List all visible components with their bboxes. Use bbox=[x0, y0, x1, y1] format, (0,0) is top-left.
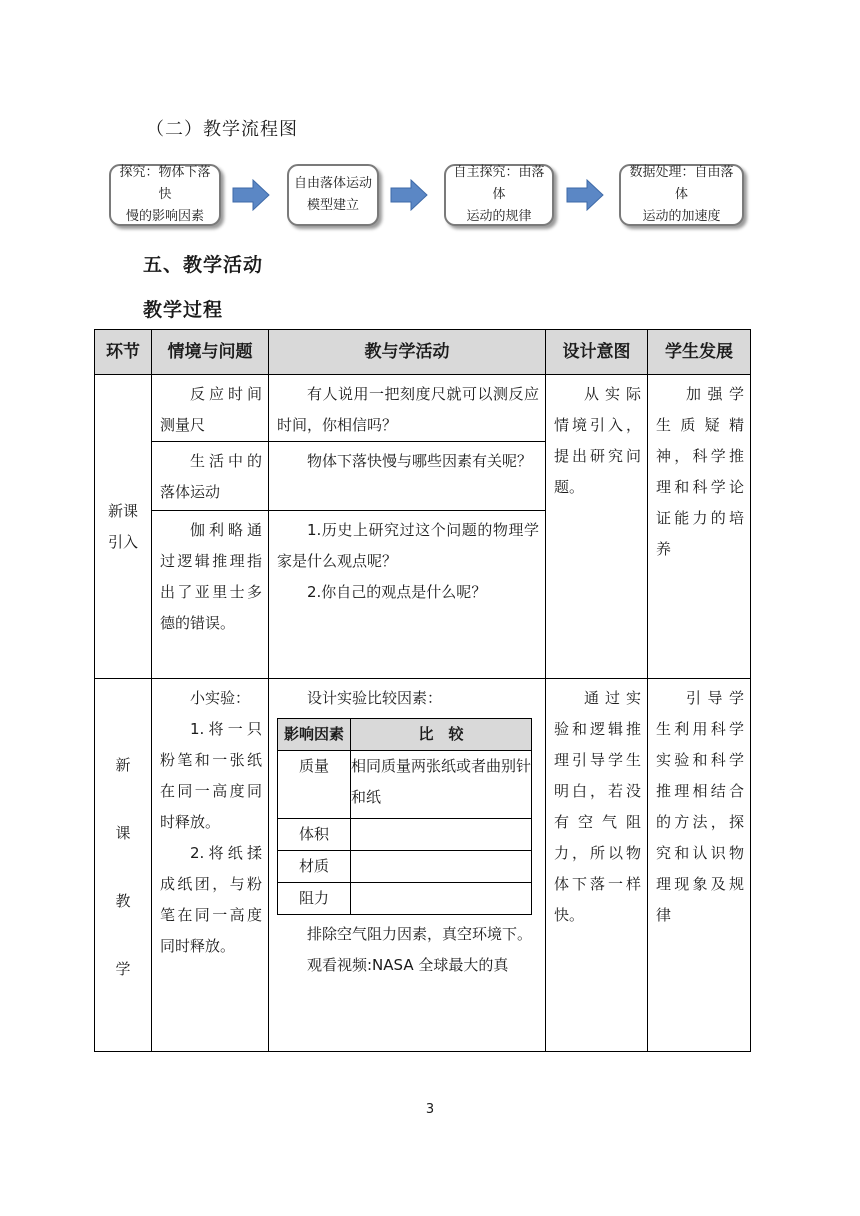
stage-char: 新 bbox=[115, 756, 131, 774]
section-heading-flowchart: （二）教学流程图 bbox=[146, 119, 298, 140]
factor-cell: 体积 bbox=[278, 819, 351, 851]
development-cell bbox=[648, 679, 751, 1052]
situation-cell bbox=[152, 511, 269, 679]
compare-header: 比 较 bbox=[351, 719, 532, 751]
situation-text: 反应时间测量尺 bbox=[160, 385, 262, 434]
flow-step-4-line2: 运动的加速度 bbox=[642, 209, 721, 224]
stage-intro-text: 新课引入 bbox=[107, 501, 138, 551]
factor-cell: 阻力 bbox=[278, 883, 351, 915]
situation-text: 伽利略通过逻辑推理指出了亚里士多德的错误。 bbox=[160, 521, 262, 632]
flow-step-1-line2: 慢的影响因素 bbox=[125, 209, 204, 224]
flow-arrow-1-icon bbox=[232, 179, 270, 211]
activity-text: 物体下落快慢与哪些因素有关呢？ bbox=[307, 452, 533, 470]
situation-title: 小实验： bbox=[190, 689, 251, 707]
activity-text: 有人说用一把刻度尺就可以测反应时间，你相信吗？ bbox=[277, 385, 539, 434]
factor-cell: 质量 bbox=[278, 751, 351, 819]
factor-header: 影响因素 bbox=[278, 719, 351, 751]
flow-step-3 bbox=[444, 164, 554, 226]
stage-cell-intro bbox=[95, 375, 152, 679]
flow-arrow-3-icon bbox=[566, 179, 604, 211]
compare-cell bbox=[351, 851, 532, 883]
table-header-row bbox=[95, 330, 751, 375]
flow-step-4-line1: 数据处理：自由落体 bbox=[629, 165, 734, 202]
factor-table-header bbox=[278, 719, 532, 751]
activity-text: 2.你自己的观点是什么呢？ bbox=[307, 583, 487, 601]
flow-step-2 bbox=[287, 164, 379, 226]
section-heading-process: 教学过程 bbox=[143, 299, 224, 321]
flow-step-2-line1: 自由落体运动 bbox=[293, 176, 372, 191]
situation-cell bbox=[152, 679, 269, 1052]
stage-cell-teaching bbox=[95, 679, 152, 1052]
flow-step-3-line1: 自主探究：由落体 bbox=[453, 165, 545, 202]
header-development: 学生发展 bbox=[648, 330, 751, 375]
factor-row bbox=[278, 751, 532, 819]
situation-cell bbox=[152, 375, 269, 442]
stage-char: 学 bbox=[115, 960, 131, 978]
factor-row bbox=[278, 819, 532, 851]
flow-arrow-2-icon bbox=[390, 179, 428, 211]
compare-cell bbox=[351, 883, 532, 915]
intent-text: 从实际情境引入，提出研究问题。 bbox=[554, 385, 641, 496]
development-text: 加强学生质疑精神，科学推理和科学论证能力的培养 bbox=[656, 385, 744, 558]
development-text: 引导学生利用科学实验和科学推理相结合的方法，探究和认识物理现象及规律 bbox=[656, 689, 744, 924]
activity-cell bbox=[269, 442, 546, 511]
compare-cell bbox=[351, 819, 532, 851]
activity-text: 观看视频:NASA 全球最大的真 bbox=[307, 956, 509, 974]
factor-cell: 材质 bbox=[278, 851, 351, 883]
activity-cell bbox=[269, 511, 546, 679]
section-heading-activities: 五、教学活动 bbox=[143, 254, 264, 276]
teaching-process-table bbox=[94, 329, 751, 1052]
page-number: 3 bbox=[425, 1102, 435, 1117]
development-cell bbox=[648, 375, 751, 679]
activity-text: 设计实验比较因素： bbox=[307, 689, 443, 707]
stage-char: 教 bbox=[115, 892, 131, 910]
situation-text: 2.将纸揉成纸团，与粉笔在同一高度同时释放。 bbox=[160, 844, 262, 955]
compare-cell: 相同质量两张纸或者曲别针和纸 bbox=[351, 751, 532, 819]
activity-text: 1.历史上研究过这个问题的物理学家是什么观点呢？ bbox=[277, 521, 539, 570]
factor-row bbox=[278, 851, 532, 883]
header-activity: 教与学活动 bbox=[269, 330, 546, 375]
stage-char: 课 bbox=[115, 824, 131, 842]
header-situation: 情境与问题 bbox=[152, 330, 269, 375]
situation-text: 生活中的落体运动 bbox=[160, 452, 262, 501]
table-row bbox=[95, 375, 751, 442]
factor-row bbox=[278, 883, 532, 915]
header-intent: 设计意图 bbox=[546, 330, 648, 375]
header-stage: 环节 bbox=[95, 330, 152, 375]
flow-step-1-line1: 探究：物体下落快 bbox=[119, 165, 211, 202]
flow-step-1 bbox=[109, 164, 221, 226]
activity-cell bbox=[269, 375, 546, 442]
flow-step-2-line2: 模型建立 bbox=[306, 198, 359, 213]
situation-text: 1.将一只粉笔和一张纸在同一高度同时释放。 bbox=[160, 720, 262, 831]
flow-step-3-line2: 运动的规律 bbox=[466, 209, 532, 224]
situation-cell bbox=[152, 442, 269, 511]
intent-cell bbox=[546, 375, 648, 679]
intent-cell bbox=[546, 679, 648, 1052]
factor-table bbox=[277, 718, 532, 915]
table-row bbox=[95, 679, 751, 1052]
intent-text: 通过实验和逻辑推理引导学生明白，若没有空气阻力，所以物体下落一样快。 bbox=[554, 689, 641, 924]
flow-step-4 bbox=[619, 164, 744, 226]
activity-cell bbox=[269, 679, 546, 1052]
activity-text: 排除空气阻力因素，真空环境下。 bbox=[307, 925, 533, 943]
